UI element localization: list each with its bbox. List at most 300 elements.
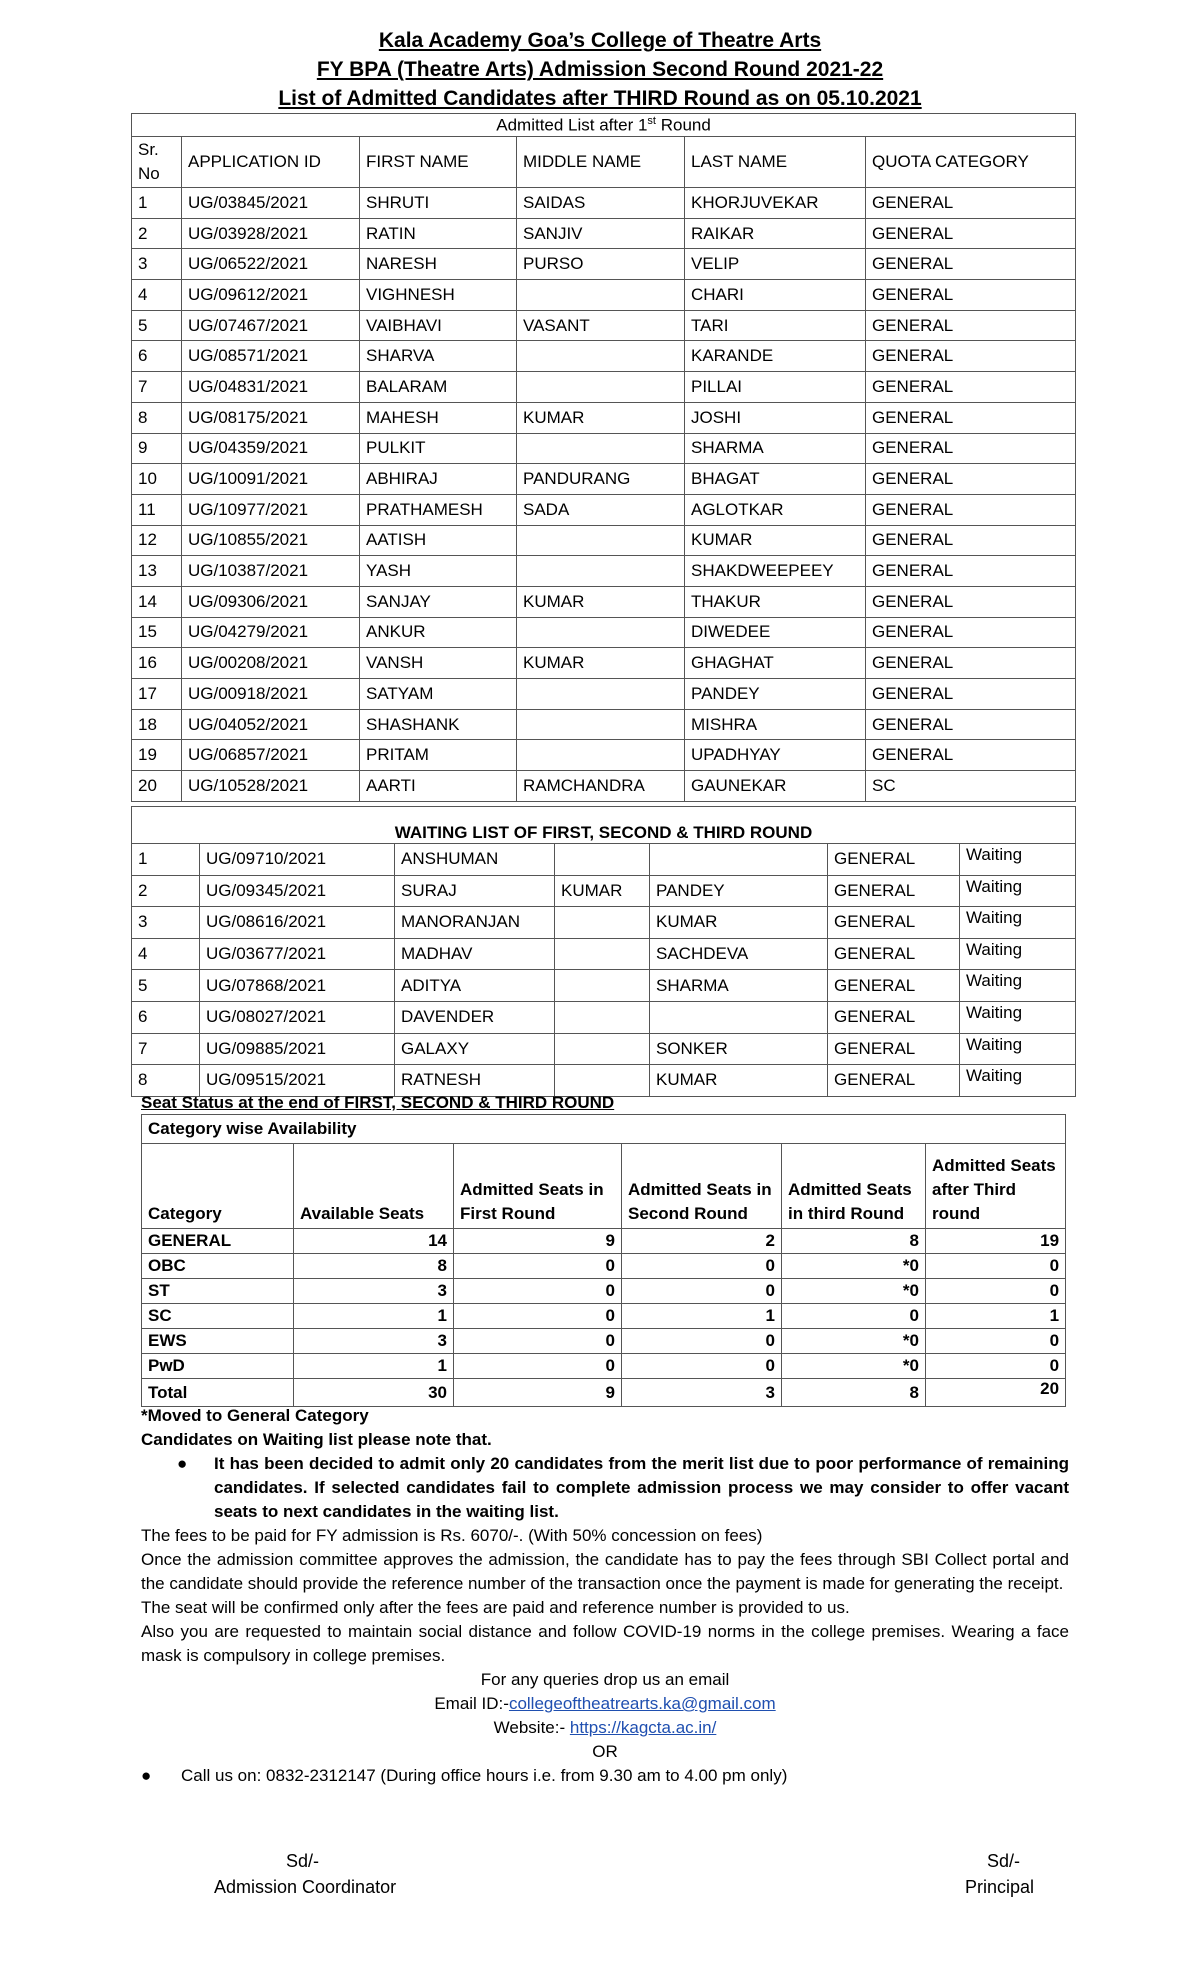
sr-no-cell: 8 [132, 1065, 200, 1097]
sr-no-cell: 13 [132, 556, 182, 587]
sr-no-cell: 12 [132, 525, 182, 556]
last-name-cell: KARANDE [685, 341, 866, 372]
email-line [141, 1692, 1069, 1716]
website-line [141, 1716, 1069, 1740]
sr-no-cell: 15 [132, 617, 182, 648]
admission-bullet [141, 1452, 1069, 1524]
available-seats-cell: 1 [294, 1304, 454, 1329]
sr-no-cell: 20 [132, 771, 182, 802]
admitted-row [132, 586, 1076, 617]
col-header-available-seats: Available Seats [294, 1144, 454, 1229]
col-header-quota-category: QUOTA CATEGORY [866, 137, 1076, 188]
quota-category-cell: GENERAL [866, 556, 1076, 587]
first-name-cell: PULKIT [360, 433, 517, 464]
admitted-row [132, 556, 1076, 587]
admitted-table [131, 113, 1076, 802]
application-id-cell: UG/08571/2021 [182, 341, 360, 372]
middle-name-cell: SADA [517, 494, 685, 525]
status-cell: Waiting [960, 907, 1076, 939]
second-round-cell: 2 [622, 1229, 782, 1254]
admitted-row [132, 771, 1076, 802]
waiting-row [132, 1065, 1076, 1097]
last-name-cell: UPADHYAY [685, 740, 866, 771]
third-round-cell: *0 [782, 1329, 926, 1354]
admitted-row [132, 280, 1076, 311]
sr-no-cell: 18 [132, 709, 182, 740]
quota-category-cell: GENERAL [866, 494, 1076, 525]
bullet-icon: ● [177, 1454, 188, 1473]
last-name-cell: GAUNEKAR [685, 771, 866, 802]
last-name-cell: PILLAI [685, 372, 866, 403]
first-name-cell: ANKUR [360, 617, 517, 648]
application-id-cell: UG/07868/2021 [200, 970, 395, 1002]
sr-no-cell: 7 [132, 1033, 200, 1065]
status-cell: Waiting [960, 844, 1076, 876]
first-round-cell: 0 [454, 1329, 622, 1354]
quota-category-cell: GENERAL [866, 372, 1076, 403]
col-header-first-name: FIRST NAME [360, 137, 517, 188]
application-id-cell: UG/06522/2021 [182, 249, 360, 280]
committee-note: Once the admission committee approves the admission, the candidate has to pay the fees through SBI Collect portal and the candidate should provide the reference number of the transaction once the payment is made for generating the receipt. [141, 1550, 1069, 1593]
quota-category-cell: GENERAL [828, 1001, 960, 1033]
col-header-second-round: Admitted Seats in Second Round [622, 1144, 782, 1229]
application-id-cell: UG/00208/2021 [182, 648, 360, 679]
col-header-last-name: LAST NAME [685, 137, 866, 188]
status-cell: Waiting [960, 938, 1076, 970]
or-line: OR [592, 1742, 618, 1761]
admitted-row [132, 218, 1076, 249]
waiting-row [132, 875, 1076, 907]
quota-category-cell: GENERAL [866, 586, 1076, 617]
principal-title: Principal [965, 1877, 1035, 1897]
quota-category-cell: GENERAL [866, 341, 1076, 372]
second-round-cell: 0 [622, 1354, 782, 1379]
admitted-row [132, 310, 1076, 341]
second-round-cell: 0 [622, 1279, 782, 1304]
category-cell: ST [142, 1279, 294, 1304]
second-round-cell: 0 [622, 1254, 782, 1279]
quota-category-cell: GENERAL [828, 1033, 960, 1065]
sr-no-cell: 5 [132, 970, 200, 1002]
quota-category-cell: GENERAL [828, 970, 960, 1002]
application-id-cell: UG/09345/2021 [200, 875, 395, 907]
seat-status-title: Seat Status at the end of FIRST, SECOND & THIRD ROUND [141, 1093, 615, 1112]
caption-superscript: st [647, 114, 656, 127]
total-value-cell: 9 [454, 1379, 622, 1407]
notes-section [141, 1404, 1069, 1788]
last-name-cell: GHAGHAT [685, 648, 866, 679]
application-id-cell: UG/10528/2021 [182, 771, 360, 802]
seat-row [142, 1279, 1066, 1304]
middle-name-cell [517, 433, 685, 464]
status-cell: Waiting [960, 1033, 1076, 1065]
first-name-cell: PRATHAMESH [360, 494, 517, 525]
category-cell: OBC [142, 1254, 294, 1279]
admitted-row [132, 372, 1076, 403]
sr-no-cell: 3 [132, 907, 200, 939]
sr-no-cell: 17 [132, 679, 182, 710]
second-round-cell: 0 [622, 1329, 782, 1354]
first-name-cell: SHRUTI [360, 188, 517, 219]
email-label: Email ID:- [434, 1694, 509, 1713]
sr-no-cell: 3 [132, 249, 182, 280]
admitted-row [132, 464, 1076, 495]
third-round-cell: 8 [782, 1229, 926, 1254]
last-name-cell: SHARMA [685, 433, 866, 464]
last-name-cell: DIWEDEE [685, 617, 866, 648]
quota-category-cell: GENERAL [866, 525, 1076, 556]
second-round-cell: 1 [622, 1304, 782, 1329]
application-id-cell: UG/09710/2021 [200, 844, 395, 876]
sr-no-cell: 8 [132, 402, 182, 433]
sr-no-cell: 6 [132, 1001, 200, 1033]
last-name-cell [650, 844, 828, 876]
fees-note: The fees to be paid for FY admission is Rs. 6070/-. (With 50% concession on fees) [141, 1526, 763, 1545]
after-third-round-cell: 1 [926, 1304, 1066, 1329]
admission-title: FY BPA (Theatre Arts) Admission Second Round 2021-22 [316, 58, 884, 81]
application-id-cell: UG/04359/2021 [182, 433, 360, 464]
sr-no-cell: 4 [132, 938, 200, 970]
sr-no-cell: 1 [132, 844, 200, 876]
middle-name-cell: PURSO [517, 249, 685, 280]
first-name-cell: VIGHNESH [360, 280, 517, 311]
first-round-cell: 0 [454, 1354, 622, 1379]
sr-no-cell: 2 [132, 875, 200, 907]
first-name-cell: ABHIRAJ [360, 464, 517, 495]
seat-row [142, 1329, 1066, 1354]
middle-name-cell [555, 907, 650, 939]
third-round-cell: *0 [782, 1354, 926, 1379]
first-name-cell: MANORANJAN [395, 907, 555, 939]
seat-row [142, 1229, 1066, 1254]
sr-no-cell: 7 [132, 372, 182, 403]
middle-name-cell [555, 844, 650, 876]
middle-name-cell [555, 1065, 650, 1097]
application-id-cell: UG/06857/2021 [182, 740, 360, 771]
quota-category-cell: GENERAL [828, 844, 960, 876]
sr-no-cell: 6 [132, 341, 182, 372]
admitted-row [132, 648, 1076, 679]
quota-category-cell: GENERAL [866, 740, 1076, 771]
quota-category-cell: SC [866, 771, 1076, 802]
after-third-round-cell: 0 [926, 1329, 1066, 1354]
quota-category-cell: GENERAL [866, 249, 1076, 280]
available-seats-cell: 14 [294, 1229, 454, 1254]
total-value-cell: 3 [622, 1379, 782, 1407]
total-label-cell: Total [142, 1379, 294, 1407]
application-id-cell: UG/03928/2021 [182, 218, 360, 249]
first-round-cell: 0 [454, 1304, 622, 1329]
first-name-cell: AARTI [360, 771, 517, 802]
application-id-cell: UG/04831/2021 [182, 372, 360, 403]
last-name-cell: BHAGAT [685, 464, 866, 495]
available-seats-cell: 1 [294, 1354, 454, 1379]
middle-name-cell [555, 1001, 650, 1033]
application-id-cell: UG/09306/2021 [182, 586, 360, 617]
application-id-cell: UG/04279/2021 [182, 617, 360, 648]
first-name-cell: SURAJ [395, 875, 555, 907]
sr-no-cell: 16 [132, 648, 182, 679]
available-seats-cell: 3 [294, 1279, 454, 1304]
waiting-row [132, 907, 1076, 939]
seat-row [142, 1354, 1066, 1379]
status-cell: Waiting [960, 1001, 1076, 1033]
middle-name-cell: KUMAR [517, 648, 685, 679]
seat-status-table [141, 1114, 1066, 1407]
waiting-row [132, 938, 1076, 970]
admitted-caption-row [132, 114, 1076, 137]
middle-name-cell: KUMAR [517, 402, 685, 433]
last-name-cell [650, 1001, 828, 1033]
covid-note: Also you are requested to maintain social distance and follow COVID-19 norms in the college premises. Wearing a face mask is compulsory in college premises. [141, 1622, 1069, 1665]
seat-subtitle-row [142, 1115, 1066, 1144]
waiting-table [131, 806, 1076, 1097]
admitted-row [132, 433, 1076, 464]
application-id-cell: UG/09885/2021 [200, 1033, 395, 1065]
admitted-row [132, 249, 1076, 280]
sr-no-cell: 11 [132, 494, 182, 525]
first-name-cell: BALARAM [360, 372, 517, 403]
caption-text: Admitted List after 1 [496, 115, 648, 135]
first-name-cell: AATISH [360, 525, 517, 556]
middle-name-cell [517, 280, 685, 311]
application-id-cell: UG/10091/2021 [182, 464, 360, 495]
first-name-cell: MAHESH [360, 402, 517, 433]
category-cell: SC [142, 1304, 294, 1329]
admitted-row [132, 709, 1076, 740]
first-round-cell: 0 [454, 1279, 622, 1304]
waiting-row [132, 970, 1076, 1002]
category-cell: PwD [142, 1354, 294, 1379]
application-id-cell: UG/08175/2021 [182, 402, 360, 433]
application-id-cell: UG/03677/2021 [200, 938, 395, 970]
admitted-header-row [132, 137, 1076, 188]
available-seats-cell: 8 [294, 1254, 454, 1279]
middle-name-cell: VASANT [517, 310, 685, 341]
last-name-cell: AGLOTKAR [685, 494, 866, 525]
sr-no-cell: 1 [132, 188, 182, 219]
last-name-cell: KUMAR [650, 1065, 828, 1097]
last-name-cell: KHORJUVEKAR [685, 188, 866, 219]
middle-name-cell [517, 341, 685, 372]
waiting-note: Candidates on Waiting list please note that. [141, 1430, 492, 1449]
third-round-cell: 0 [782, 1304, 926, 1329]
middle-name-cell [517, 556, 685, 587]
total-value-cell: 20 [926, 1379, 1066, 1407]
available-seats-cell: 3 [294, 1329, 454, 1354]
last-name-cell: PANDEY [650, 875, 828, 907]
last-name-cell: KUMAR [650, 907, 828, 939]
waiting-row [132, 1001, 1076, 1033]
first-name-cell: NARESH [360, 249, 517, 280]
waiting-caption: WAITING LIST OF FIRST, SECOND & THIRD ROUND [132, 807, 1076, 844]
col-header-after-third-round: Admitted Seats after Third round [926, 1144, 1066, 1229]
category-cell: GENERAL [142, 1229, 294, 1254]
coordinator-title: Admission Coordinator [214, 1877, 397, 1897]
application-id-cell: UG/09612/2021 [182, 280, 360, 311]
admitted-row [132, 617, 1076, 648]
last-name-cell: MISHRA [685, 709, 866, 740]
seat-header-row [142, 1144, 1066, 1229]
category-cell: EWS [142, 1329, 294, 1354]
last-name-cell: CHARI [685, 280, 866, 311]
bullet-icon: ● [141, 1766, 152, 1785]
sr-no-cell: 10 [132, 464, 182, 495]
first-name-cell: SATYAM [360, 679, 517, 710]
sr-no-cell: 2 [132, 218, 182, 249]
middle-name-cell: PANDURANG [517, 464, 685, 495]
application-id-cell: UG/08616/2021 [200, 907, 395, 939]
col-header-third-round: Admitted Seats in third Round [782, 1144, 926, 1229]
application-id-cell: UG/03845/2021 [182, 188, 360, 219]
middle-name-cell [517, 617, 685, 648]
call-text: Call us on: 0832-2312147 (During office hours i.e. from 9.30 am to 4.00 pm only) [181, 1766, 788, 1785]
admitted-caption [132, 114, 1076, 137]
quota-category-cell: GENERAL [866, 310, 1076, 341]
quota-category-cell: GENERAL [866, 218, 1076, 249]
after-third-round-cell: 0 [926, 1354, 1066, 1379]
after-third-round-cell: 0 [926, 1254, 1066, 1279]
middle-name-cell: SANJIV [517, 218, 685, 249]
caption-text-end: Round [655, 115, 711, 135]
application-id-cell: UG/09515/2021 [200, 1065, 395, 1097]
first-name-cell: ANSHUMAN [395, 844, 555, 876]
seat-row [142, 1304, 1066, 1329]
after-third-round-cell: 0 [926, 1279, 1066, 1304]
quota-category-cell: GENERAL [866, 188, 1076, 219]
third-round-cell: *0 [782, 1279, 926, 1304]
quota-category-cell: GENERAL [866, 280, 1076, 311]
queries-line: For any queries drop us an email [480, 1670, 730, 1689]
quota-category-cell: GENERAL [866, 464, 1076, 495]
call-line [141, 1764, 1069, 1788]
waiting-row [132, 844, 1076, 876]
last-name-cell: PANDEY [685, 679, 866, 710]
quota-category-cell: GENERAL [828, 1065, 960, 1097]
quota-category-cell: GENERAL [828, 938, 960, 970]
admitted-row [132, 188, 1076, 219]
first-name-cell: PRITAM [360, 740, 517, 771]
first-name-cell: RATNESH [395, 1065, 555, 1097]
first-name-cell: DAVENDER [395, 1001, 555, 1033]
last-name-cell: VELIP [685, 249, 866, 280]
email-link[interactable]: collegeoftheatrearts.ka@gmail.com [508, 1694, 776, 1713]
first-name-cell: YASH [360, 556, 517, 587]
application-id-cell: UG/04052/2021 [182, 709, 360, 740]
status-cell: Waiting [960, 970, 1076, 1002]
middle-name-cell: KUMAR [555, 875, 650, 907]
col-header-application-id: APPLICATION ID [182, 137, 360, 188]
first-name-cell: ADITYA [395, 970, 555, 1002]
first-name-cell: MADHAV [395, 938, 555, 970]
college-title: Kala Academy Goa’s College of Theatre Arts [378, 29, 822, 52]
website-label: Website:- [493, 1718, 570, 1737]
list-title: List of Admitted Candidates after THIRD Round as on 05.10.2021 [278, 87, 922, 110]
middle-name-cell [555, 1033, 650, 1065]
admitted-row [132, 679, 1076, 710]
third-round-cell: *0 [782, 1254, 926, 1279]
sr-no-cell: 14 [132, 586, 182, 617]
last-name-cell: KUMAR [685, 525, 866, 556]
first-name-cell: RATIN [360, 218, 517, 249]
first-name-cell: SANJAY [360, 586, 517, 617]
quota-category-cell: GENERAL [828, 875, 960, 907]
quota-category-cell: GENERAL [866, 433, 1076, 464]
last-name-cell: JOSHI [685, 402, 866, 433]
after-third-round-cell: 19 [926, 1229, 1066, 1254]
first-name-cell: SHASHANK [360, 709, 517, 740]
application-id-cell: UG/10977/2021 [182, 494, 360, 525]
first-name-cell: VANSH [360, 648, 517, 679]
application-id-cell: UG/00918/2021 [182, 679, 360, 710]
middle-name-cell [517, 740, 685, 771]
moved-note: *Moved to General Category [141, 1406, 369, 1425]
confirm-note: The seat will be confirmed only after the fees are paid and reference number is provided to us. [141, 1598, 850, 1617]
col-header-middle-name: MIDDLE NAME [517, 137, 685, 188]
admitted-row [132, 402, 1076, 433]
website-link[interactable]: https://kagcta.ac.in/ [569, 1718, 717, 1737]
last-name-cell: SONKER [650, 1033, 828, 1065]
col-header-first-round: Admitted Seats in First Round [454, 1144, 622, 1229]
col-header-category: Category [142, 1144, 294, 1229]
total-value-cell: 8 [782, 1379, 926, 1407]
application-id-cell: UG/10387/2021 [182, 556, 360, 587]
sr-no-cell: 19 [132, 740, 182, 771]
quota-category-cell: GENERAL [866, 709, 1076, 740]
seat-total-row [142, 1379, 1066, 1407]
waiting-row [132, 1033, 1076, 1065]
middle-name-cell [517, 679, 685, 710]
admitted-row [132, 494, 1076, 525]
last-name-cell: TARI [685, 310, 866, 341]
quota-category-cell: GENERAL [866, 402, 1076, 433]
application-id-cell: UG/08027/2021 [200, 1001, 395, 1033]
application-id-cell: UG/10855/2021 [182, 525, 360, 556]
sr-no-cell: 9 [132, 433, 182, 464]
first-round-cell: 0 [454, 1254, 622, 1279]
waiting-caption-row [132, 807, 1076, 844]
middle-name-cell [555, 938, 650, 970]
principal-sd: Sd/- [987, 1851, 1021, 1871]
application-id-cell: UG/07467/2021 [182, 310, 360, 341]
middle-name-cell [517, 525, 685, 556]
middle-name-cell: SAIDAS [517, 188, 685, 219]
middle-name-cell [517, 709, 685, 740]
quota-category-cell: GENERAL [866, 679, 1076, 710]
middle-name-cell [517, 372, 685, 403]
first-name-cell: VAIBHAVI [360, 310, 517, 341]
col-header-sr-no: Sr. No [132, 137, 182, 188]
quota-category-cell: GENERAL [828, 907, 960, 939]
sr-no-cell: 5 [132, 310, 182, 341]
last-name-cell: SACHDEVA [650, 938, 828, 970]
admitted-row [132, 740, 1076, 771]
quota-category-cell: GENERAL [866, 617, 1076, 648]
coordinator-sd: Sd/- [286, 1851, 320, 1871]
middle-name-cell [555, 970, 650, 1002]
last-name-cell: THAKUR [685, 586, 866, 617]
last-name-cell: SHAKDWEEPEEY [685, 556, 866, 587]
first-name-cell: SHARVA [360, 341, 517, 372]
sr-no-cell: 4 [132, 280, 182, 311]
seat-row [142, 1254, 1066, 1279]
bullet-text: It has been decided to admit only 20 candidates from the merit list due to poor performance of remaining candidates. If selected candidates fail to complete admission process we may consider to offer vacant seats to next candidates in the waiting list. [214, 1454, 1069, 1521]
status-cell: Waiting [960, 1065, 1076, 1097]
middle-name-cell: RAMCHANDRA [517, 771, 685, 802]
status-cell: Waiting [960, 875, 1076, 907]
seat-subtitle: Category wise Availability [142, 1115, 1066, 1144]
first-round-cell: 9 [454, 1229, 622, 1254]
